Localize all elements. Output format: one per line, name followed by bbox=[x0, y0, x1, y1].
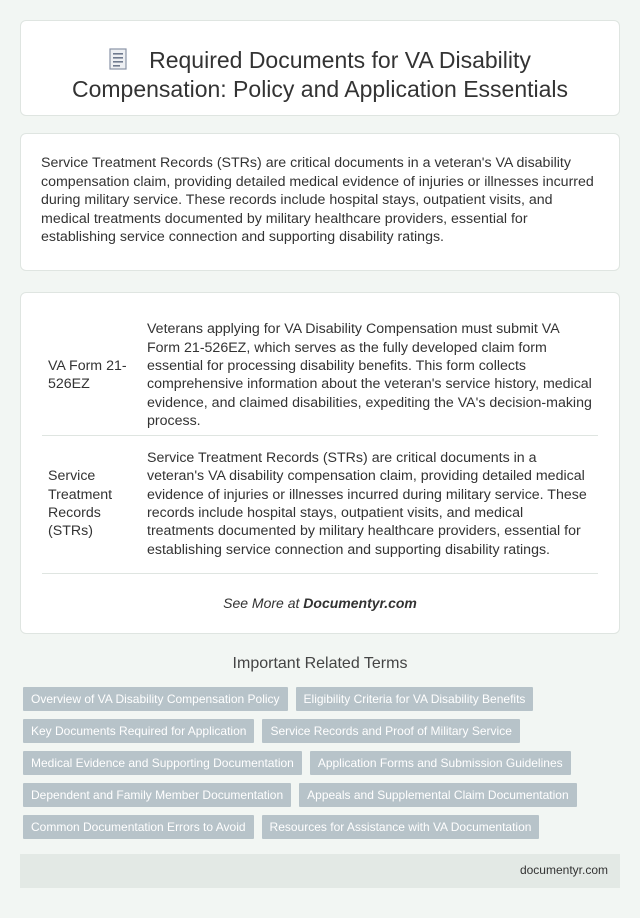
related-term-tag[interactable]: Resources for Assistance with VA Documentation bbox=[262, 815, 540, 839]
intro-paragraph: Service Treatment Records (STRs) are critical documents in a veteran's VA disability compensation claim, providing detailed medical evidence of injuries or illnesses incurred during military service. These records include hospital stays, outpatient visits, and medical treatments documented by military healthcare providers, essential for establishing service connection and supporting disability ratings. bbox=[41, 155, 594, 245]
related-terms-heading: Important Related Terms bbox=[232, 655, 408, 672]
related-term-tag[interactable]: Medical Evidence and Supporting Documentation bbox=[23, 751, 302, 775]
document-icon bbox=[109, 48, 127, 70]
related-term-tag[interactable]: Common Documentation Errors to Avoid bbox=[23, 815, 254, 839]
document-name: VA Form 21-526EZ bbox=[42, 316, 147, 435]
related-term-tag[interactable]: Key Documents Required for Application bbox=[23, 719, 254, 743]
see-more-link[interactable]: Documentyr.com bbox=[303, 595, 417, 611]
related-term-tag[interactable]: Service Records and Proof of Military Service bbox=[262, 719, 519, 743]
related-term-tag[interactable]: Eligibility Criteria for VA Disability Benefits bbox=[296, 687, 534, 711]
document-name: Service Treatment Records (STRs) bbox=[42, 435, 147, 573]
footer bbox=[20, 854, 620, 888]
related-term-tag[interactable]: Dependent and Family Member Documentation bbox=[23, 783, 291, 807]
related-terms-list bbox=[23, 687, 583, 839]
page-title bbox=[51, 46, 589, 104]
related-term-tag[interactable]: Appeals and Supplemental Claim Documentation bbox=[299, 783, 577, 807]
page-title-text: Required Documents for VA Disability Compensation: Policy and Application Essentials bbox=[71, 47, 569, 102]
see-more-prefix: See More at bbox=[223, 595, 304, 611]
documents-card bbox=[20, 292, 620, 634]
document-description: Veterans applying for VA Disability Compensation must submit VA Form 21-526EZ, which serves as the fully developed claim form essential for processing disability benefits. This form collects comprehensive information about the veteran's service history, medical evidence, and claimed disabilities, expediting the VA's decision-making process. bbox=[147, 316, 598, 435]
title-card bbox=[20, 20, 620, 116]
documents-table bbox=[42, 316, 598, 574]
footer-site-link[interactable]: documentyr.com bbox=[519, 863, 608, 877]
related-term-tag[interactable]: Application Forms and Submission Guidelines bbox=[310, 751, 571, 775]
table-row bbox=[42, 316, 598, 435]
intro-card bbox=[20, 133, 620, 271]
document-description: Service Treatment Records (STRs) are critical documents in a veteran's VA disability compensation claim, providing detailed medical evidence of injuries or illnesses incurred during military service. These records include hospital stays, outpatient visits, and medical treatments documented by military healthcare providers, essential for establishing service connection and supporting disability ratings. bbox=[147, 435, 598, 573]
related-term-tag[interactable]: Overview of VA Disability Compensation Policy bbox=[23, 687, 288, 711]
see-more bbox=[21, 595, 619, 611]
table-row bbox=[42, 435, 598, 573]
